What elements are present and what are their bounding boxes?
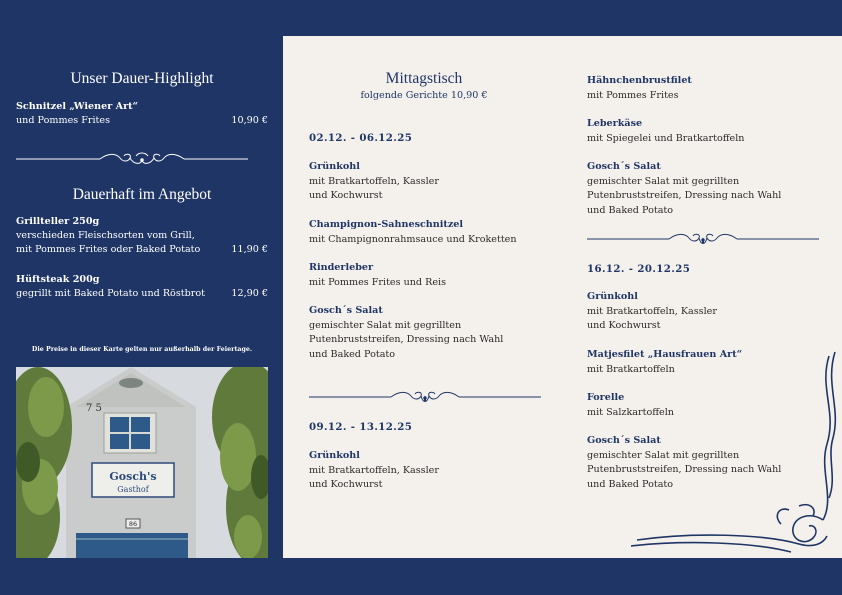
building-image-icon [16, 367, 268, 558]
dish-w3-1: Grünkohl mit Bratkartoffeln, Kassler und Kochwurst [587, 291, 717, 332]
dish-w2-2: Hähnchenbrustfilet mit Pommes Frites [587, 75, 692, 101]
week-1-date: 02.12. - 06.12.25 [309, 132, 413, 144]
dish-w1-2: Champignon-Sahneschnitzel mit Champignonrahmsauce und Kroketten [309, 219, 517, 245]
photo-sign-line1: Gosch's [109, 470, 157, 483]
mittagstisch-title: Mittagstisch [385, 70, 463, 87]
ornament-divider-icon [16, 150, 268, 168]
dish-w3-3: Forelle mit Salzkartoffeln [587, 392, 674, 418]
dish-w3-4: Gosch´s Salat gemischter Salat mit gegrillten Putenbruststreifen, Dressing nach Wahl und Baked Potato [587, 435, 782, 490]
dish-w3-2: Matjesfilet „Hausfrauen Art“ mit Bratkartoffeln [587, 349, 743, 375]
photo-year: 7 5 [86, 403, 102, 414]
dish-w1-4: Gosch´s Salat gemischter Salat mit gegrillten Putenbruststreifen, Dressing nach Wahl und Baked Potato [309, 305, 504, 360]
dish-w2-4: Gosch´s Salat gemischter Salat mit gegrillten Putenbruststreifen, Dressing nach Wahl und Baked Potato [587, 161, 782, 216]
menu-item-hueftsteak: Hüftsteak 200g gegrillt mit Baked Potato und Röstbrot 12,90 € [16, 274, 268, 299]
highlight-title: Unser Dauer-Highlight [70, 70, 214, 87]
mittagstisch-page [283, 36, 842, 558]
mittagstisch-subtitle: folgende Gerichte 10,90 € [360, 90, 488, 101]
menu-item-schnitzel: Schnitzel „Wiener Art“ und Pommes Frites 10,90 € [16, 101, 268, 126]
offer-title: Dauerhaft im Angebot [72, 186, 212, 203]
dish-w1-3: Rinderleber mit Pommes Frites und Reis [309, 262, 447, 288]
dish-w2-3: Leberkäse mit Spiegelei und Bratkartoffeln [587, 118, 745, 144]
price-note: Die Preise in dieser Karte gelten nur außerhalb der Feiertage. [31, 346, 253, 353]
photo-house-number: 86 [128, 520, 138, 528]
dish-w2-1: Grünkohl mit Bratkartoffeln, Kassler und Kochwurst [309, 450, 439, 491]
menu-item-grillteller: Grillteller 250g verschieden Fleischsorten vom Grill, mit Pommes Frites oder Baked Potato 11,90 € [16, 216, 268, 255]
gasthof-photo [16, 367, 268, 558]
corner-flourish-icon [623, 348, 842, 558]
ornament-divider-icon [309, 388, 541, 406]
week-3-date: 16.12. - 20.12.25 [587, 263, 691, 275]
week-2-date: 09.12. - 13.12.25 [309, 421, 413, 433]
ornament-divider-icon [587, 230, 819, 248]
photo-sign-line2: Gasthof [117, 485, 149, 494]
dish-w1-1: Grünkohl mit Bratkartoffeln, Kassler und Kochwurst [309, 161, 439, 202]
left-panel [0, 0, 283, 595]
